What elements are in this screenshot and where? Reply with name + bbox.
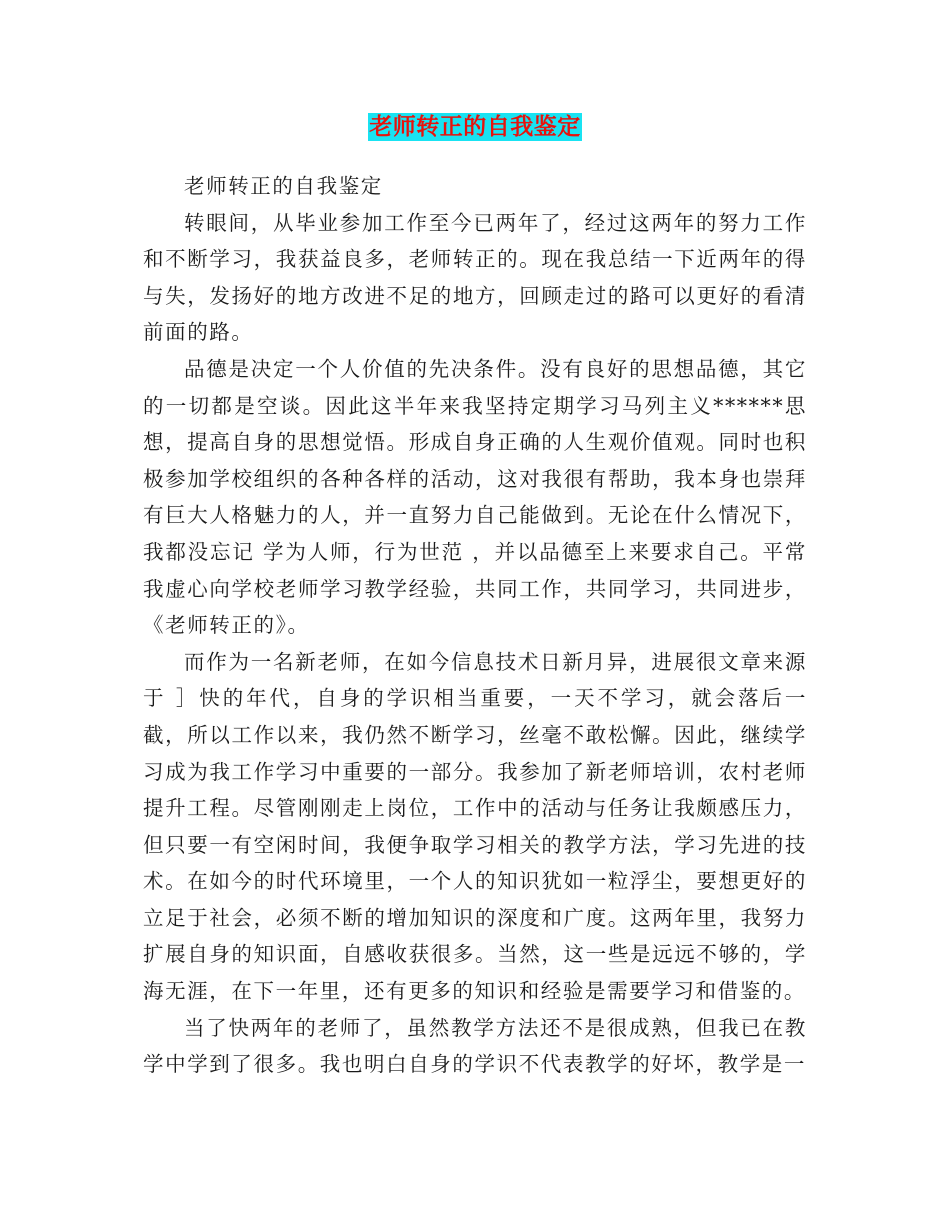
paragraph-heading: 老师转正的自我鉴定 bbox=[184, 174, 383, 198]
document-body bbox=[143, 168, 807, 1083]
document-title: 老师转正的自我鉴定 bbox=[369, 113, 581, 140]
paragraph: 而作为一名新老师，在如今信息技术日新月异，进展很文章来源于 ］快的年代，自身的学识相当重要，一天不学习，就会落后一截，所以工作以来，我仍然不断学习，丝毫不敢松懈。因此，继续学习成为我工作学习中重要的一部分。我参加了新老师培训，农村老师提升工程。尽管刚刚走上岗位，工作中的活动与任务让我颇感压力，但只要一有空闲时间，我便争取学习相关的教学方法，学习先进的技术。在如今的时代环境里，一个人的知识犹如一粒浮尘，要想更好的立足于社会，必须不断的增加知识的深度和广度。这两年里，我努力扩展自身的知识面，自感收获很多。当然，这一些是远远不够的，学海无涯，在下一年里，还有更多的知识和经验是需要学习和借鉴的。 bbox=[143, 649, 807, 1004]
paragraph: 当了快两年的老师了，虽然教学方法还不是很成熟，但我已在教学中学到了很多。我也明白自身的学识不代表教学的好坏，教学是一 bbox=[143, 1015, 807, 1077]
title-container bbox=[0, 113, 950, 141]
paragraph: 品德是决定一个人价值的先决条件。没有良好的思想品德，其它的一切都是空谈。因此这半年来我坚持定期学习马列主义******思想，提高自身的思想觉悟。形成自身正确的人生观价值观。同时也积极参加学校组织的各种各样的活动，这对我很有帮助，我本身也崇拜有巨大人格魅力的人，并一直努力自己能做到。无论在什么情况下，我都没忘记 学为人师，行为世范 ，并以品德至上来要求自己。平常我虚心向学校老师学习教学经验，共同工作，共同学习，共同进步，《老师转正的》。 bbox=[143, 356, 807, 638]
paragraph: 转眼间，从毕业参加工作至今已两年了，经过这两年的努力工作和不断学习，我获益良多，老师转正的。现在我总结一下近两年的得与失，发扬好的地方改进不足的地方，回顾走过的路可以更好的看清前面的路。 bbox=[143, 210, 807, 345]
